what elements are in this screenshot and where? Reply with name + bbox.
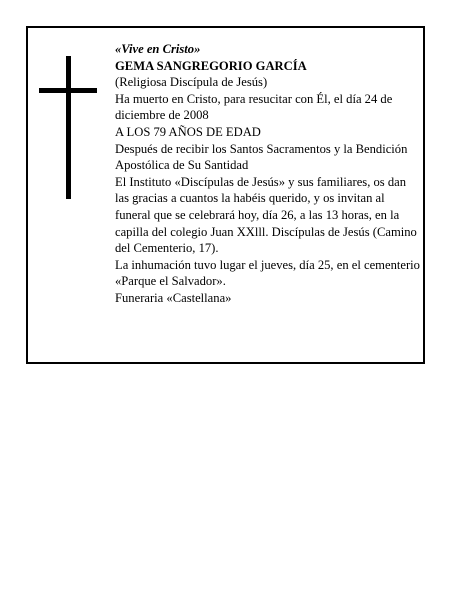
death-statement: Ha muerto en Cristo, para resucitar con Él, el día 24 de diciembre de 2008 xyxy=(115,91,393,123)
notice-text xyxy=(115,41,421,307)
burial-statement: La inhumación tuvo lugar el jueves, día 25, en el cementerio «Parque el Salvador». xyxy=(115,257,420,289)
sacraments-statement: Después de recibir los Santos Sacramentos y la Bendición Apostólica de Su Santidad xyxy=(115,141,408,173)
age-statement: A LOS 79 AÑOS DE EDAD xyxy=(115,124,261,139)
motto: «Vive en Cristo» xyxy=(115,42,201,56)
cross-vertical-bar xyxy=(66,56,71,199)
funeral-home: Funeraria «Castellana» xyxy=(115,290,232,305)
cross-icon xyxy=(39,56,97,199)
obituary-notice xyxy=(26,26,425,364)
thanks-and-funeral-invitation: El Instituto «Discípulas de Jesús» y sus familiares, os dan las gracias a cuantos la habéis querido, y os invitan al funeral que se celebrará hoy, día 26, a las 13 horas, en la capilla del colegio Juan XXlll. Discípulas de Jesús (Camino del Cementerio, 17). xyxy=(115,174,417,256)
affiliation: (Religiosa Discípula de Jesús) xyxy=(115,75,268,90)
deceased-name: GEMA SANGREGORIO GARCÍA xyxy=(115,58,307,73)
cross-horizontal-bar xyxy=(39,88,97,93)
